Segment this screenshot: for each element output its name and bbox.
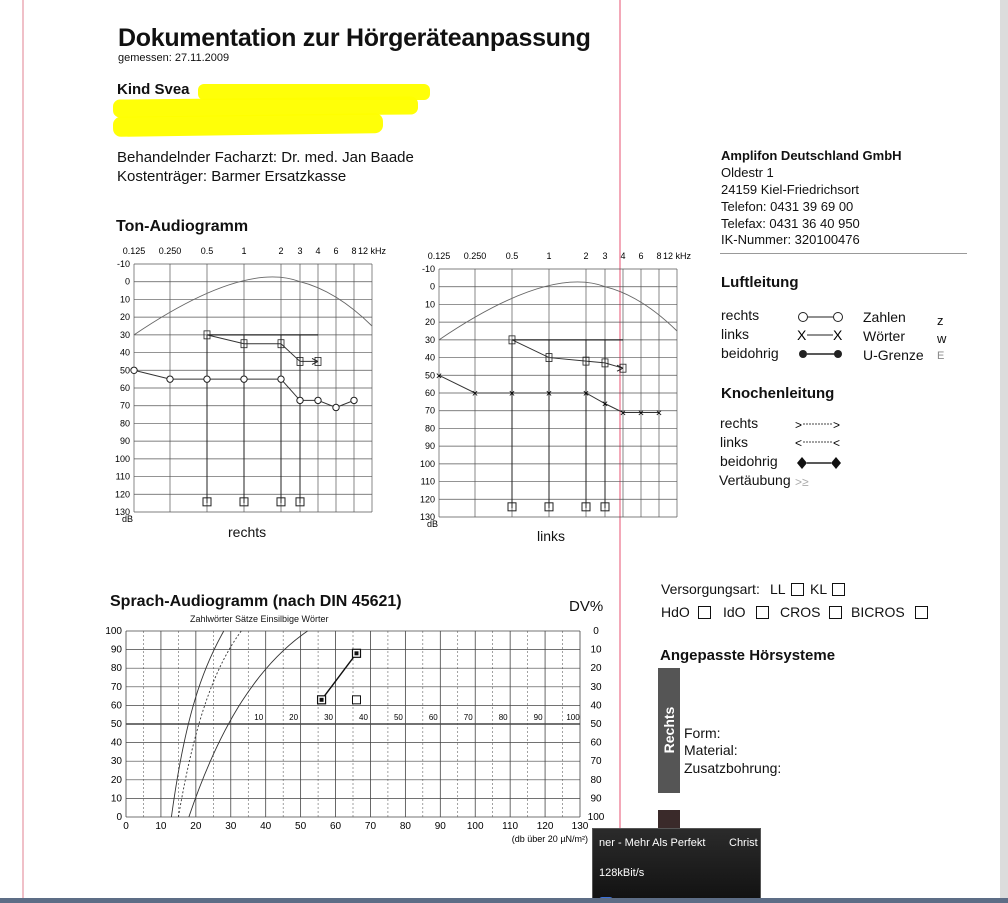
y-tick-right: 60 [590, 737, 602, 749]
redaction-marker [113, 113, 383, 137]
freq-tick-label: 2 [583, 251, 589, 261]
legend-knochenleitung-title: Knochenleitung [721, 385, 835, 402]
data-point-circle [167, 376, 173, 382]
db-unit-label: dB [122, 514, 134, 524]
data-point-circle [204, 376, 210, 382]
legend-code-z: z [937, 313, 944, 328]
x-unit-label: (db über 20 µN/m²) [511, 834, 588, 844]
freq-tick-label: 3 [297, 246, 303, 256]
db-tick-label: 130 [114, 507, 130, 517]
svg-text:>: > [795, 418, 803, 432]
inner-tick-label: 50 [393, 713, 403, 722]
legend-code-e: E [937, 350, 945, 362]
y-tick-left: 70 [110, 681, 122, 693]
option-hdo-label: HdO [661, 604, 690, 620]
freq-tick-label: 1 [546, 251, 552, 261]
freq-tick-label: 1 [241, 246, 247, 256]
aided-speech-point-fill [354, 651, 358, 655]
option-ll-label: LL [770, 581, 786, 597]
company-street: Oldestr 1 [721, 165, 774, 180]
db-tick-label: 100 [419, 458, 435, 469]
legend-kl-vertaeubung: Vertäubung [719, 472, 791, 488]
legend-type-ugrenze: U-Grenze [863, 347, 924, 363]
data-point-x: × [655, 407, 663, 420]
divider [720, 253, 967, 254]
field-form: Form: [684, 725, 721, 741]
y-tick-right: 70 [590, 756, 602, 768]
x-tick-label: 70 [364, 821, 377, 832]
legend-side-links: links [721, 326, 750, 342]
freq-tick-label: 0.5 [200, 246, 214, 256]
data-point-circle [131, 367, 137, 373]
media-artist: Christ [729, 837, 758, 849]
inner-tick-label: 90 [533, 713, 543, 722]
db-tick-label: 110 [420, 476, 435, 487]
db-tick-label: 50 [424, 370, 435, 381]
y-tick-right: 40 [590, 700, 602, 712]
company-phone: Telefon: 0431 39 69 00 [721, 199, 854, 214]
dv-percent-label: DV% [569, 598, 604, 615]
data-point-x: × [435, 370, 443, 383]
speech-audiogram-chart [104, 624, 614, 852]
legend-kl-rechts: rechts [720, 415, 759, 431]
x-tick-label: 50 [295, 821, 307, 832]
y-tick-right: 30 [590, 681, 602, 693]
legend-luft-symbols [795, 308, 851, 362]
x-tick-label: 20 [190, 821, 202, 832]
data-point-circle [278, 376, 284, 382]
legend-luftleitung-title: Luftleitung [721, 274, 799, 291]
db-tick-label: 20 [424, 317, 435, 328]
scrollbar-track[interactable] [1000, 0, 1008, 898]
svg-text:>≥: >≥ [795, 475, 809, 489]
option-bicros-label: BICROS [851, 604, 905, 620]
option-ido-checkbox[interactable] [756, 606, 769, 619]
data-point-circle [241, 376, 247, 382]
db-tick-label: 30 [119, 329, 130, 340]
option-ido-label: IdO [723, 604, 746, 620]
db-tick-label: 0 [429, 281, 435, 292]
versorgungsart-label: Versorgungsart: [661, 581, 760, 597]
x-tick-label: 10 [155, 821, 167, 832]
option-cros-checkbox[interactable] [829, 606, 842, 619]
x-tick-label: 100 [466, 821, 484, 832]
db-tick-label: 120 [419, 494, 435, 505]
data-point-x: × [601, 398, 609, 411]
field-zusatzbohrung: Zusatzbohrung: [684, 760, 782, 776]
measured-date: gemessen: 27.11.2009 [118, 52, 230, 64]
y-tick-right: 80 [590, 774, 602, 786]
freq-tick-label: 12 kHz [357, 246, 387, 256]
y-tick-left: 10 [110, 793, 122, 805]
inner-tick-label: 10 [254, 713, 264, 722]
svg-text:<: < [795, 436, 803, 450]
company-city: 24159 Kiel-Friedrichsort [721, 182, 860, 197]
y-tick-right: 100 [587, 812, 605, 823]
freq-tick-label: 0.5 [505, 251, 519, 261]
media-track-title: ner - Mehr Als Perfekt [599, 837, 706, 849]
aided-speech-point-fill [320, 698, 324, 702]
freq-tick-label: 4 [315, 246, 321, 256]
db-tick-label: 100 [114, 453, 130, 464]
y-tick-left: 80 [110, 663, 122, 675]
db-tick-label: 30 [424, 334, 435, 345]
legend-type-zahlen: Zahlen [863, 309, 906, 325]
unaided-speech-point [352, 696, 360, 704]
audiogram-left-label: links [537, 528, 566, 544]
db-tick-label: 80 [119, 418, 130, 429]
db-tick-label: 10 [119, 294, 130, 305]
scan-edge-left [22, 0, 24, 903]
option-kl-checkbox[interactable] [832, 583, 845, 596]
aided-speech-line [322, 653, 357, 700]
x-tick-label: 90 [434, 821, 446, 832]
freq-tick-label: 2 [278, 246, 284, 256]
svg-text:X: X [833, 327, 843, 343]
y-tick-right: 20 [590, 663, 602, 675]
x-tick-label: 40 [260, 821, 272, 832]
db-tick-label: 110 [115, 471, 130, 482]
ton-audiogramm-title: Ton-Audiogramm [116, 218, 249, 235]
company-fax: Telefax: 0431 36 40 950 [721, 216, 860, 231]
legend-side-rechts: rechts [721, 307, 760, 323]
payer-line: Kostenträger: Barmer Ersatzkasse [117, 168, 347, 185]
field-material: Material: [684, 742, 738, 758]
data-point-circle [315, 397, 321, 403]
freq-tick-label: 0.250 [463, 251, 487, 261]
db-tick-label: 10 [424, 299, 435, 310]
db-tick-label: 80 [424, 423, 435, 434]
legend-side-beidohrig: beidohrig [721, 345, 779, 361]
db-tick-label: 130 [419, 512, 435, 522]
data-point-x: × [545, 388, 553, 400]
freq-tick-label: 8 [351, 246, 357, 256]
svg-text:X: X [797, 327, 807, 343]
rechts-side-label: Rechts [661, 706, 677, 754]
freq-tick-label: 8 [656, 251, 662, 261]
x-tick-label: 120 [536, 821, 554, 832]
y-tick-left: 60 [110, 700, 122, 712]
x-tick-label: 130 [571, 821, 589, 832]
inner-tick-label: 30 [324, 713, 334, 722]
y-tick-left: 40 [110, 737, 122, 749]
media-bitrate: 128kBit/s [599, 867, 645, 879]
y-tick-left: 100 [105, 626, 122, 637]
db-tick-label: 60 [424, 388, 435, 398]
db-unit-label: dB [427, 519, 439, 529]
data-point-circle [351, 397, 357, 403]
db-tick-label: 60 [119, 383, 130, 393]
db-tick-label: 120 [114, 489, 130, 500]
doctor-line: Behandelnder Facharzt: Dr. med. Jan Baade [117, 149, 414, 166]
inner-tick-label: 60 [428, 713, 438, 722]
freq-tick-label: 3 [602, 251, 608, 261]
db-tick-label: 40 [119, 347, 130, 358]
inner-tick-label: 20 [289, 713, 299, 722]
freq-tick-label: 4 [620, 251, 626, 261]
hoersysteme-title: Angepasste Hörsysteme [660, 647, 836, 664]
y-tick-left: 50 [110, 719, 122, 730]
inner-tick-label: 70 [463, 713, 473, 722]
data-point-circle [297, 397, 303, 403]
legend-code-w: w [937, 331, 947, 346]
db-tick-label: -10 [421, 264, 435, 274]
x-tick-label: 60 [329, 821, 342, 832]
db-tick-label: 50 [119, 365, 130, 376]
audiogram-right-label: rechts [228, 524, 267, 540]
y-tick-right: 0 [593, 626, 599, 637]
legend-knochen-symbols [795, 418, 851, 488]
sprach-subtitle: Zahlwörter Sätze Einsilbige Wörter [190, 614, 329, 624]
db-tick-label: 20 [119, 312, 130, 323]
audiogram-left-chart [417, 247, 692, 547]
db-tick-label: 90 [424, 441, 435, 452]
data-point-x: × [582, 388, 590, 400]
aided-series-line [512, 340, 623, 368]
option-bicros-checkbox[interactable] [915, 606, 928, 619]
legend-type-woerter: Wörter [863, 328, 905, 344]
x-tick-label: 30 [225, 821, 237, 832]
document-title: Dokumentation zur Hörgeräteanpassung [118, 24, 591, 52]
legend-kl-links: links [720, 434, 749, 450]
legend-kl-beidohrig: beidohrig [720, 453, 778, 469]
freq-tick-label: 6 [638, 251, 644, 261]
db-tick-label: 90 [119, 436, 130, 447]
db-tick-label: 70 [119, 400, 130, 411]
db-tick-label: 70 [424, 405, 435, 416]
svg-text:<: < [833, 436, 841, 450]
company-ik: IK-Nummer: 320100476 [721, 232, 860, 247]
option-hdo-checkbox[interactable] [698, 606, 711, 619]
db-tick-label: 0 [124, 276, 130, 287]
data-point-x: × [471, 388, 479, 400]
freq-tick-label: 0.125 [122, 246, 146, 256]
freq-tick-label: 12 kHz [662, 251, 692, 261]
option-ll-checkbox[interactable] [791, 583, 804, 596]
data-point-x: × [508, 388, 516, 400]
y-tick-right: 90 [590, 793, 602, 805]
inner-tick-label: 80 [498, 713, 508, 722]
freq-tick-label: 6 [333, 246, 339, 256]
db-tick-label: -10 [116, 259, 130, 269]
option-cros-label: CROS [780, 604, 821, 620]
y-tick-right: 50 [590, 719, 602, 730]
inner-tick-label: 100 [566, 713, 580, 722]
audiogram-right-chart [112, 242, 387, 542]
taskbar-edge [0, 898, 1008, 903]
sprach-audiogramm-title: Sprach-Audiogramm (nach DIN 45621) [110, 593, 402, 610]
data-point-x: × [619, 407, 627, 420]
inner-tick-label: 40 [359, 713, 368, 722]
x-tick-label: 80 [399, 821, 411, 832]
child-name: Kind Svea [117, 81, 190, 98]
db-tick-label: 40 [424, 352, 435, 363]
y-tick-left: 90 [110, 644, 122, 656]
y-tick-left: 20 [110, 774, 122, 786]
x-tick-label: 0 [123, 821, 129, 832]
data-point-circle [333, 404, 339, 410]
media-player-popup[interactable] [592, 828, 761, 903]
freq-tick-label: 0.125 [427, 251, 451, 261]
freq-tick-label: 0.250 [158, 246, 182, 256]
y-tick-right: 10 [590, 644, 602, 656]
svg-text:>: > [833, 418, 841, 432]
option-kl-label: KL [810, 581, 828, 597]
y-tick-left: 30 [110, 756, 122, 768]
company-name: Amplifon Deutschland GmbH [721, 148, 902, 163]
y-tick-left: 0 [116, 812, 122, 823]
data-point-x: × [637, 407, 645, 420]
x-tick-label: 110 [502, 821, 519, 832]
